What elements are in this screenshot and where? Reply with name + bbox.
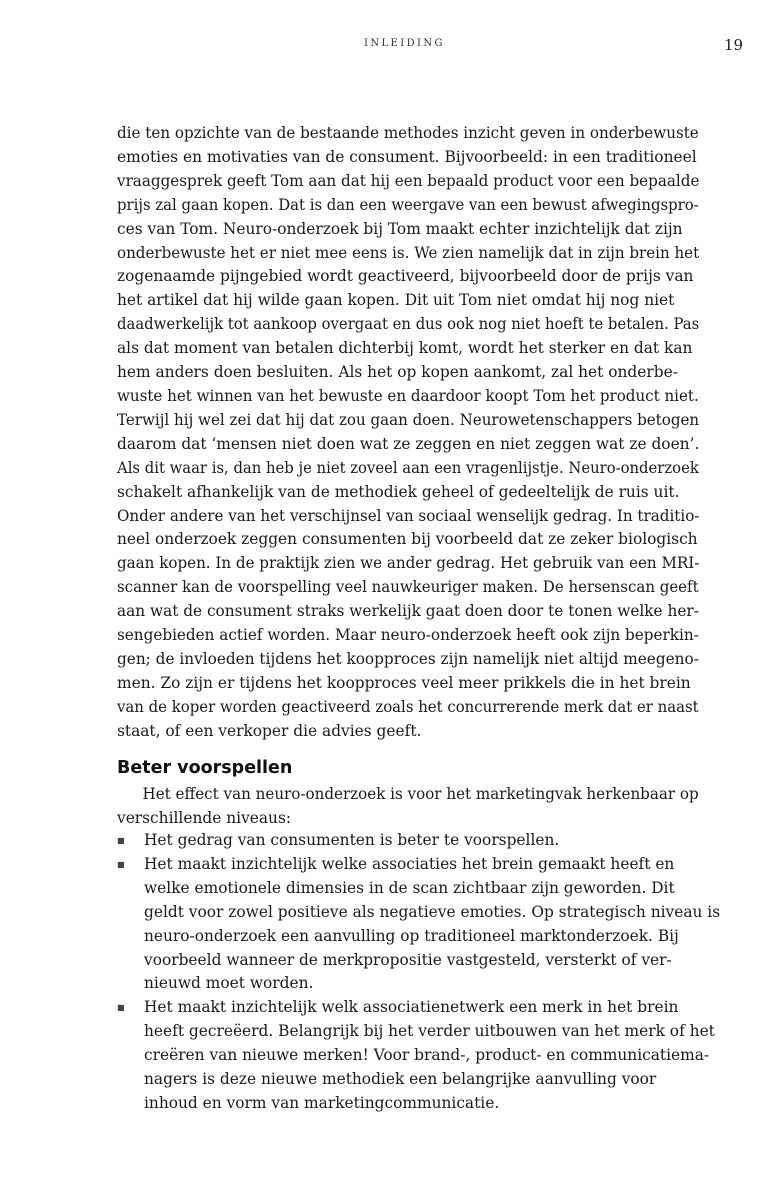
text-line: schakelt afhankelijk van de methodiek geheel of gedeeltelijk de ruis uit. bbox=[117, 482, 680, 501]
text-line: nagers is deze nieuwe methodiek een belangrijke aanvulling voor bbox=[144, 1070, 657, 1089]
text-line: Het maakt inzichtelijk welke associaties het brein gemaakt heeft en bbox=[144, 854, 675, 873]
body-paragraph bbox=[117, 122, 699, 744]
text-line: verschillende niveaus: bbox=[117, 808, 292, 827]
text-line: men. Zo zijn er tijdens het koopproces veel meer prikkels die in het brein bbox=[117, 673, 691, 692]
text-line: zogenaamde pijngebied wordt geactiveerd, bijvoorbeeld door de prijs van bbox=[117, 267, 694, 286]
page-header bbox=[0, 36, 782, 56]
list-item bbox=[117, 829, 699, 853]
text-line: neuro-onderzoek een aanvulling op traditioneel marktonderzoek. Bij bbox=[144, 926, 679, 945]
text-line: heeft gecreëerd. Belangrijk bij het verder uitbouwen van het merk of het bbox=[144, 1022, 715, 1041]
text-line: voorbeeld wanneer de merkpropositie vastgesteld, versterkt of ver- bbox=[144, 950, 672, 969]
text-line: als dat moment van betalen dichterbij komt, wordt het sterker en dat kan bbox=[117, 339, 693, 358]
square-bullet-icon: ■ bbox=[117, 859, 125, 869]
section-intro bbox=[117, 783, 699, 831]
page-number: 19 bbox=[724, 36, 744, 54]
list-item bbox=[117, 996, 715, 1116]
text-line: scanner kan de voorspelling veel nauwkeuriger maken. De hersenscan geeft bbox=[117, 578, 699, 597]
text-line: Onder andere van het verschijnsel van sociaal wenselijk gedrag. In traditio- bbox=[117, 506, 700, 525]
text-line: Het gedrag van consumenten is beter te voorspellen. bbox=[144, 831, 560, 849]
text-line: van de koper worden geactiveerd zoals het concurrerende merk dat er naast bbox=[117, 697, 699, 716]
square-bullet-icon: ■ bbox=[117, 1003, 125, 1013]
text-line: hem anders doen besluiten. Als het op kopen aankomt, zal het onderbe- bbox=[117, 363, 678, 382]
text-line: het artikel dat hij wilde gaan kopen. Dit uit Tom niet omdat hij nog niet bbox=[117, 291, 675, 310]
bullet-list bbox=[117, 829, 721, 1116]
text-line: creëren van nieuwe merken! Voor brand-, product- en communicatiema- bbox=[144, 1046, 710, 1065]
text-line: Als dit waar is, dan heb je niet zoveel aan een vragenlijstje. Neuro-onderzoek bbox=[117, 458, 699, 477]
text-line: prijs zal gaan kopen. Dat is dan een weergave van een bewust afwegingspro- bbox=[117, 195, 699, 214]
text-line: welke emotionele dimensies in de scan zichtbaar zijn geworden. Dit bbox=[144, 878, 675, 897]
text-line: inhoud en vorm van marketingcommunicatie. bbox=[144, 1093, 500, 1112]
text-line: gen; de invloeden tijdens het koopproces zijn namelijk niet altijd meegeno- bbox=[117, 649, 699, 668]
text-line: emoties en motivaties van de consument. Bijvoorbeeld: in een traditioneel bbox=[117, 147, 697, 166]
text-line: vraaggesprek geeft Tom aan dat hij een bepaald product voor een bepaalde bbox=[117, 171, 700, 190]
list-item bbox=[117, 853, 721, 996]
text-line: geldt voor zowel positieve als negatieve emoties. Op strategisch niveau is bbox=[144, 902, 721, 921]
square-bullet-icon: ■ bbox=[117, 836, 125, 845]
text-line: aan wat de consument straks werkelijk gaat doen door te tonen welke her- bbox=[117, 602, 699, 621]
text-line: daadwerkelijk tot aankoop overgaat en dus ook nog niet hoeft te betalen. Pas bbox=[117, 315, 700, 334]
text-line: staat, of een verkoper die advies geeft. bbox=[117, 721, 422, 740]
running-head: INLEIDING bbox=[364, 38, 445, 49]
text-line: daarom dat ‘mensen niet doen wat ze zeggen en niet zeggen wat ze doen’. bbox=[117, 434, 700, 453]
text-line: neel onderzoek zeggen consumenten bij voorbeeld dat ze zeker biologisch bbox=[117, 530, 698, 549]
section-heading: Beter voorspellen bbox=[117, 758, 293, 778]
text-line: onderbewuste het er niet mee eens is. We zien namelijk dat in zijn brein het bbox=[117, 243, 700, 262]
text-line: gaan kopen. In de praktijk zien we ander gedrag. Het gebruik van een MRI- bbox=[117, 554, 700, 573]
text-line: Het effect van neuro-onderzoek is voor het marketingvak herkenbaar op bbox=[142, 785, 699, 803]
text-line: sengebieden actief worden. Maar neuro-onderzoek heeft ook zijn beperkin- bbox=[117, 626, 699, 645]
text-line: die ten opzichte van de bestaande methodes inzicht geven in onderbewuste bbox=[117, 124, 699, 142]
text-line: Terwijl hij wel zei dat hij dat zou gaan doen. Neurowetenschappers betogen bbox=[117, 410, 700, 429]
text-line: wuste het winnen van het bewuste en daardoor koopt Tom het product niet. bbox=[117, 386, 699, 405]
text-line: nieuwd moet worden. bbox=[144, 974, 314, 993]
text-line: Het maakt inzichtelijk welk associatienetwerk een merk in het brein bbox=[144, 998, 679, 1017]
text-line: ces van Tom. Neuro-onderzoek bij Tom maakt echter inzichtelijk dat zijn bbox=[117, 219, 683, 238]
